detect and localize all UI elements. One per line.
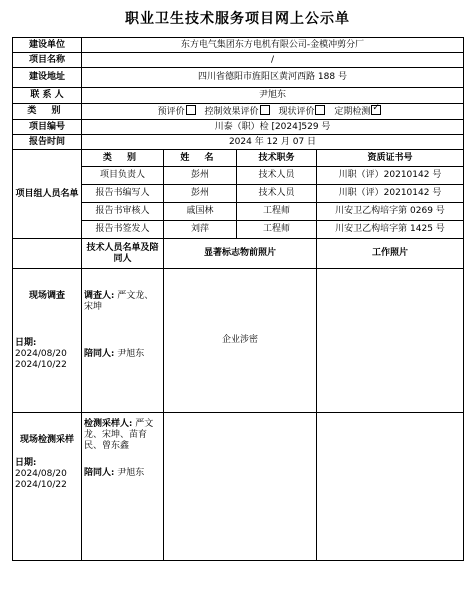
investigation-date-to: 2024/10/22 — [15, 360, 67, 370]
row-report-date — [13, 135, 464, 150]
sampling-date-from: 2024/08/20 — [15, 469, 67, 479]
row-site-investigation — [13, 269, 464, 413]
investigation-label: 现场调查 — [28, 291, 65, 301]
team-header-row — [13, 150, 464, 167]
investigation-staff — [82, 269, 164, 413]
team-cert: 川安卫乙构培字第 1425 号 — [317, 221, 464, 239]
project-name-label: 项目名称 — [13, 53, 82, 68]
row-project-name — [13, 53, 464, 68]
photo-header-row — [13, 239, 464, 269]
sampling-escort-label: 陪同人: — [84, 468, 115, 478]
team-title: 工程师 — [237, 221, 317, 239]
address-value: 四川省德阳市旌阳区黄河西路 188 号 — [82, 68, 464, 88]
investigation-escort-label: 陪同人: — [84, 349, 115, 359]
photo-note: 企业涉密 — [221, 335, 258, 345]
investigation-info — [13, 269, 82, 413]
team-name: 刘萍 — [164, 221, 237, 239]
team-type: 项目负责人 — [82, 167, 164, 185]
team-label: 项目组人员名单 — [13, 150, 82, 239]
category-periodic: 定期检测✓ — [334, 107, 387, 117]
sampling-label: 现场检测采样 — [19, 435, 74, 445]
report-date-label: 报告时间 — [13, 135, 82, 150]
investigation-date-label: 日期: — [15, 338, 37, 348]
project-no-value: 川泰（职）检 [2024]529 号 — [82, 120, 464, 135]
team-type: 报告书审核人 — [82, 203, 164, 221]
row-address — [13, 68, 464, 88]
team-header-name: 姓 名 — [164, 150, 237, 167]
sampling-staff-names: 严文龙、宋坤、苗育民、曾东鑫 — [84, 419, 154, 451]
investigation-landmark-photo — [164, 269, 317, 413]
project-name-value: / — [82, 53, 464, 68]
contact-label: 联 系 人 — [13, 88, 82, 104]
sampling-staff-label: 检测采样人: — [84, 419, 133, 429]
team-type: 报告书编写人 — [82, 185, 164, 203]
team-cert: 川安卫乙构培字第 0269 号 — [317, 203, 464, 221]
sampling-info — [13, 413, 82, 561]
team-name: 彭州 — [164, 185, 237, 203]
category-options — [82, 104, 464, 120]
team-type: 报告书签发人 — [82, 221, 164, 239]
sampling-escort-name: 尹旭东 — [117, 468, 145, 478]
unit-value: 东方电气集团东方电机有限公司-金模冲剪分厂 — [82, 38, 464, 53]
team-title: 工程师 — [237, 203, 317, 221]
photo-header-work: 工作照片 — [317, 239, 464, 269]
team-header-cert: 资质证书号 — [317, 150, 464, 167]
unit-label: 建设单位 — [13, 38, 82, 53]
project-no-label: 项目编号 — [13, 120, 82, 135]
contact-value: 尹旭东 — [82, 88, 464, 104]
checkbox-icon — [315, 105, 325, 115]
investigation-escort-name: 尹旭东 — [117, 349, 145, 359]
category-control-effect: 控制效果评价 — [205, 107, 276, 117]
sampling-landmark-photo — [164, 413, 317, 561]
row-contact — [13, 88, 464, 104]
team-title: 技术人员 — [237, 185, 317, 203]
team-name: 彭州 — [164, 167, 237, 185]
investigation-work-photo — [317, 269, 464, 413]
row-unit — [13, 38, 464, 53]
category-status: 现状评价 — [278, 107, 331, 117]
team-header-title: 技术职务 — [237, 150, 317, 167]
investigation-staff-names: 严文龙、宋坤 — [84, 291, 154, 312]
row-project-no — [13, 120, 464, 135]
team-cert: 川职（评）20210142 号 — [317, 167, 464, 185]
checkbox-icon — [186, 105, 196, 115]
checked-checkbox-icon — [371, 105, 381, 115]
team-header-type: 类 别 — [82, 150, 164, 167]
sampling-work-photo — [317, 413, 464, 561]
checkbox-icon — [260, 105, 270, 115]
team-title: 技术人员 — [237, 167, 317, 185]
category-preassessment: 预评价 — [158, 107, 202, 117]
photo-header-blank — [13, 239, 82, 269]
category-label: 类 别 — [13, 104, 82, 120]
photo-header-staff: 技术人员名单及陪同人 — [82, 239, 164, 269]
address-label: 建设地址 — [13, 68, 82, 88]
page-title: 职业卫生技术服务项目网上公示单 — [125, 11, 350, 27]
team-cert: 川职（评）20210142 号 — [317, 185, 464, 203]
row-category — [13, 104, 464, 120]
sampling-date-to: 2024/10/22 — [15, 480, 67, 490]
investigation-date-from: 2024/08/20 — [15, 349, 67, 359]
sampling-staff — [82, 413, 164, 561]
row-site-sampling — [13, 413, 464, 561]
sampling-date-label: 日期: — [15, 458, 37, 468]
team-name: 戚国林 — [164, 203, 237, 221]
photo-header-landmark: 显著标志物前照片 — [164, 239, 317, 269]
report-date-value: 2024 年 12 月 07 日 — [82, 135, 464, 150]
announcement-table — [12, 37, 464, 561]
investigation-staff-label: 调查人: — [84, 291, 115, 301]
